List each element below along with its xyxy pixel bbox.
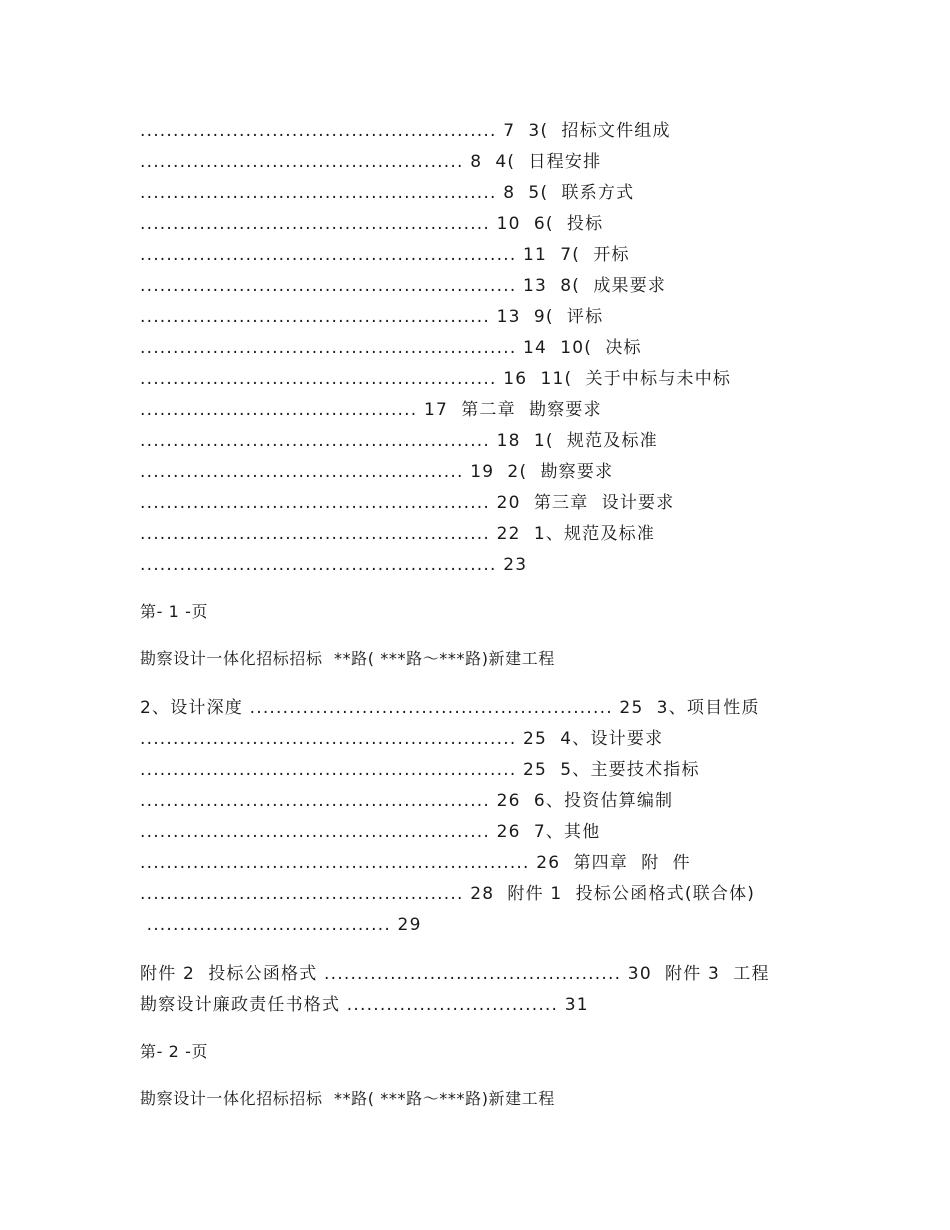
page-number: 第- 2 -页 bbox=[140, 1042, 209, 1061]
toc-line: ..................................................... 26 6、投资估算编制 bbox=[140, 791, 674, 811]
toc-line: ..................................................... 22 1、规范及标准 bbox=[140, 524, 656, 544]
running-header: 勘察设计一体化招标招标 **路( ***路～***路)新建工程 bbox=[140, 1089, 555, 1108]
toc-line: ......................................................... 25 5、主要技术指标 bbox=[140, 760, 700, 780]
toc-line: 附件 2 投标公函格式 ............................................. 30 附件 3 工程 bbox=[140, 964, 770, 984]
toc-line: ..................................................... 20 第三章 设计要求 bbox=[140, 493, 675, 513]
page-number: 第- 1 -页 bbox=[140, 602, 209, 621]
toc-line: 2、设计深度 ....................................................... 25 3、项目性质 bbox=[140, 698, 760, 718]
toc-line: ......................................................... 14 10( 决标 bbox=[140, 338, 642, 358]
toc-line: ......................................................... 11 7( 开标 bbox=[140, 245, 630, 265]
toc-line: ................................................. 19 2( 勘察要求 bbox=[140, 462, 614, 482]
toc-line: ...................................................... 16 11( 关于中标与未中标 bbox=[140, 369, 732, 389]
toc-line: ..................................................... 26 7、其他 bbox=[140, 822, 601, 842]
toc-line: ..................................................... 13 9( 评标 bbox=[140, 307, 604, 327]
toc-line: ................................................. 8 4( 日程安排 bbox=[140, 152, 602, 172]
toc-line: .......................................... 17 第二章 勘察要求 bbox=[140, 400, 602, 420]
toc-line: ........................................................... 26 第四章 附 件 bbox=[140, 853, 691, 873]
toc-line: ...................................................... 7 3( 招标文件组成 bbox=[140, 121, 671, 141]
toc-line: ...................................................... 23 bbox=[140, 555, 528, 575]
toc-line: ..................................................... 10 6( 投标 bbox=[140, 214, 604, 234]
toc-line: ................................................. 28 附件 1 投标公函格式(联合体) bbox=[140, 884, 756, 904]
toc-line: 勘察设计廉政责任书格式 ................................ 31 bbox=[140, 995, 589, 1015]
running-header: 勘察设计一体化招标招标 **路( ***路～***路)新建工程 bbox=[140, 649, 555, 668]
toc-line: ..................................................... 18 1( 规范及标准 bbox=[140, 431, 658, 451]
toc-line: ...................................................... 8 5( 联系方式 bbox=[140, 183, 635, 203]
toc-line: ......................................................... 13 8( 成果要求 bbox=[140, 276, 667, 296]
toc-line: ..................................... 29 bbox=[140, 915, 422, 935]
toc-line: ......................................................... 25 4、设计要求 bbox=[140, 729, 664, 749]
